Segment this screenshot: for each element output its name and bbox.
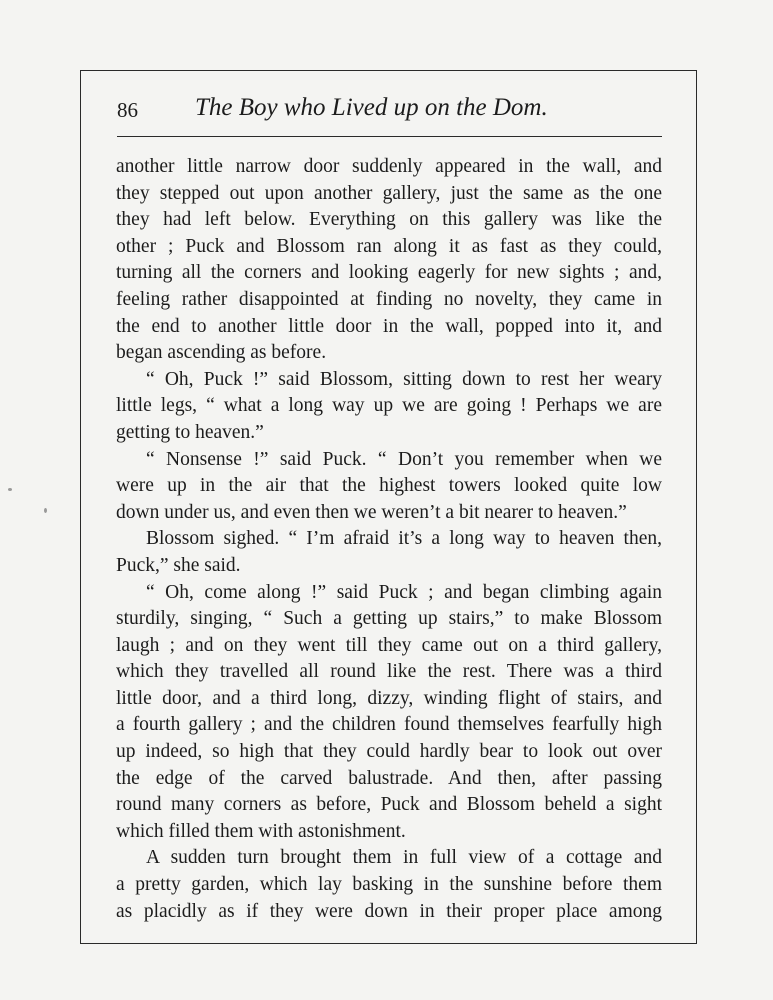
text-line: turning all the corners and looking eagerly for new sights ; and, [116,262,662,284]
text-line: the edge of the carved balustrade. And then, after passing [116,767,662,789]
text-line: another little narrow door suddenly appeared in the wall, and [116,156,662,177]
text-line: up indeed, so high that they could hardly bear to look out over [116,741,662,763]
text-line: Puck,” she said. [116,554,241,576]
paper-speck [8,488,12,491]
text-line: “ Oh, come along !” said Puck ; and began climbing again [146,581,662,603]
text-line: the end to another little door in the wall, popped into it, and [116,315,662,337]
text-line: A sudden turn brought them in full view of a cottage and [146,847,662,869]
page-header [117,94,662,134]
text-line: laugh ; and on they went till they came out on a third gallery, [116,634,662,656]
body-text [116,154,662,925]
text-line: “ Nonsense !” said Puck. “ Don’t you remember when we [146,448,662,470]
text-line: other ; Puck and Blossom ran along it as fast as they could, [116,235,662,257]
text-line: they stepped out upon another gallery, just the same as the one [116,182,662,204]
text-line: they had left below. Everything on this gallery was like the [116,209,662,231]
header-rule [117,136,662,137]
text-line: sturdily, singing, “ Such a getting up stairs,” to make Blossom [116,608,662,630]
text-line: which they travelled all round like the rest. There was a third [116,661,662,683]
text-line: “ Oh, Puck !” said Blossom, sitting down to rest her weary [146,368,662,390]
text-line: feeling rather disappointed at finding no novelty, they came in [116,288,662,310]
page-number: 86 [117,98,138,122]
text-line: were up in the air that the highest towers looked quite low [116,475,662,497]
text-line: getting to heaven.” [116,421,264,443]
text-line: began ascending as before. [116,342,327,364]
text-line: Blossom sighed. “ I’m afraid it’s a long way to heaven then, [146,528,662,550]
text-line: as placidly as if they were down in their proper place among [116,900,662,922]
text-line: round many corners as before, Puck and Blossom beheld a sight [116,794,662,816]
text-line: a pretty garden, which lay basking in the sunshine before them [116,874,662,896]
text-line: down under us, and even then we weren’t a bit nearer to heaven.” [116,501,627,523]
text-line: a fourth gallery ; and the children found themselves fearfully high [116,714,662,736]
text-line: little door, and a third long, dizzy, winding flight of stairs, and [116,687,662,709]
text-line: which filled them with astonishment. [116,820,406,842]
paper-speck [44,508,47,513]
running-title: The Boy who Lived up on the Dom. [195,94,548,121]
text-line: little legs, “ what a long way up we are going ! Perhaps we are [116,395,662,417]
